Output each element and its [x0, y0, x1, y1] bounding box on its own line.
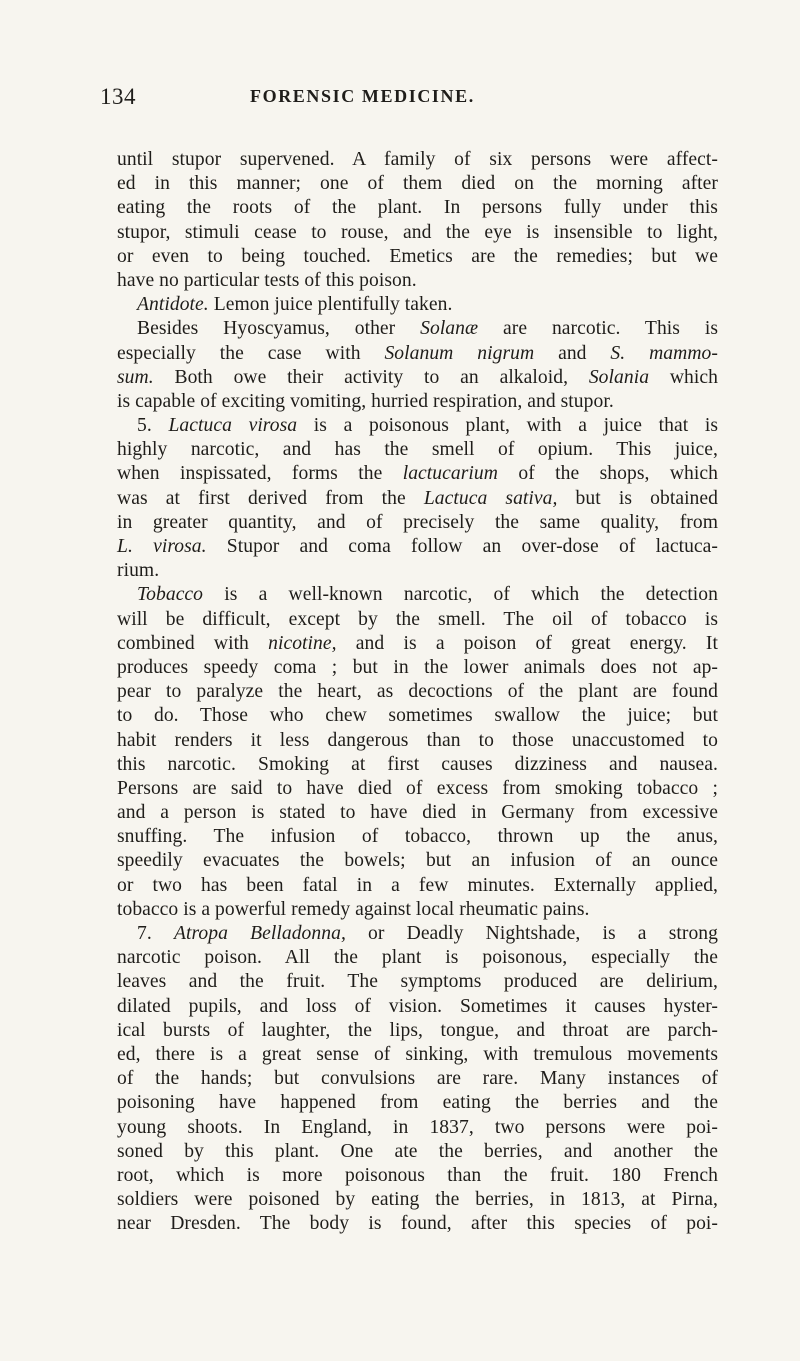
line-text: pear to paralyze the heart, as decoctions of the plant are found — [117, 681, 718, 703]
text-line — [117, 196, 718, 220]
line-text: but is obtained — [557, 487, 719, 509]
italic-text: L. virosa. — [117, 536, 207, 557]
text-line — [117, 874, 718, 898]
text-line — [117, 632, 718, 656]
text-line — [117, 1043, 718, 1067]
line-text: and — [534, 342, 611, 364]
italic-text: Solanæ — [420, 318, 479, 340]
text-line — [117, 414, 718, 438]
line-text: highly narcotic, and has the smell of opium. This juice, — [117, 439, 718, 461]
text-line — [117, 269, 718, 293]
text-line — [117, 946, 718, 970]
line-text: are narcotic. This is — [478, 318, 719, 340]
text-line — [117, 583, 718, 607]
text-line — [117, 801, 718, 825]
line-text: in greater quantity, and of precisely the same quality, from — [117, 511, 718, 533]
line-text: or two has been fatal in a few minutes. Externally applied, — [117, 874, 718, 896]
italic-text: S. mammo- — [610, 342, 718, 364]
line-text: which — [649, 366, 718, 388]
line-text: produces speedy coma ; but in the lower animals does not ap- — [117, 656, 718, 678]
text-line — [117, 438, 718, 462]
italic-text: Antidote. — [137, 294, 209, 316]
line-text: is a well-known narcotic, of which the detection — [203, 584, 718, 606]
text-line — [117, 148, 718, 172]
line-text: stupor, stimuli cease to rouse, and the eye is insensible to light, — [117, 221, 718, 243]
text-line — [117, 535, 718, 559]
line-text: or Deadly Nightshade, is a strong — [345, 923, 718, 944]
line-text: poisoning have happened from eating the berries and the — [117, 1092, 718, 1114]
text-line — [117, 608, 718, 632]
italic-text: Solanum nigrum — [384, 342, 535, 364]
line-text: was at first derived from the — [117, 487, 424, 509]
text-line — [117, 366, 718, 390]
text-line — [117, 1212, 718, 1236]
line-text: ical bursts of laughter, the lips, tongue, and throat are parch- — [117, 1019, 718, 1041]
text-line — [117, 753, 718, 777]
text-line — [117, 293, 718, 317]
line-text: young shoots. In England, in 1837, two persons were poi- — [117, 1116, 718, 1138]
line-text: soldiers were poisoned by eating the berries, in 1813, at Pirna, — [117, 1189, 718, 1211]
line-text: Besides Hyoscyamus, other — [137, 318, 421, 340]
text-line — [117, 1116, 718, 1140]
text-line — [117, 777, 718, 801]
line-text: dilated pupils, and loss of vision. Sometimes it causes hyster- — [117, 995, 718, 1017]
text-line — [117, 704, 718, 728]
text-line — [117, 1019, 718, 1043]
text-line — [117, 221, 718, 245]
text-line — [117, 1067, 718, 1091]
line-text: root, which is more poisonous than the fruit. 180 French — [117, 1164, 718, 1186]
line-text: this narcotic. Smoking at first causes dizziness and nausea. — [117, 753, 718, 775]
text-line — [117, 1140, 718, 1164]
line-text: ed in this manner; one of them died on the morning after — [117, 173, 718, 195]
line-text: of the hands; but convulsions are rare. Many instances of — [117, 1068, 718, 1090]
line-text: soned by this plant. One ate the berries, and another the — [117, 1140, 718, 1162]
line-text: is capable of exciting vomiting, hurried respiration, and stupor. — [117, 390, 614, 412]
line-text: or even to being touched. Emetics are the remedies; but we — [117, 245, 718, 267]
page-header — [100, 84, 720, 114]
line-text: snuffing. The infusion of tobacco, thrown up the anus, — [117, 826, 718, 848]
line-text: when inspissated, forms the — [117, 463, 403, 485]
line-text: have no particular tests of this poison. — [117, 269, 417, 291]
italic-text: Atropa Belladonna, — [173, 923, 346, 944]
line-text: combined with — [117, 632, 269, 654]
text-line — [117, 922, 718, 946]
italic-text: lactucarium — [402, 463, 498, 485]
text-line — [117, 1164, 718, 1188]
line-text: habit renders it less dangerous than to those unaccustomed to — [117, 729, 718, 751]
line-text: is a poisonous plant, with a juice that is — [297, 415, 719, 437]
italic-text: nicotine, — [268, 632, 337, 654]
italic-text: Solania — [588, 366, 650, 388]
text-line — [117, 825, 718, 849]
text-line — [117, 995, 718, 1019]
text-line — [117, 462, 718, 486]
text-line — [117, 317, 718, 341]
line-text: will be difficult, except by the smell. The oil of tobacco is — [117, 608, 718, 630]
text-line — [117, 342, 718, 366]
line-text: eating the roots of the plant. In persons fully under this — [117, 197, 718, 219]
line-text: Both owe their activity to an alkaloid, — [153, 366, 589, 388]
line-text: and a person is stated to have died in Germany from excessive — [117, 802, 718, 824]
line-text: speedily evacuates the bowels; but an infusion of an ounce — [117, 850, 718, 872]
text-line — [117, 729, 718, 753]
line-text: near Dresden. The body is found, after this species of poi- — [117, 1213, 718, 1235]
text-line — [117, 487, 718, 511]
line-text: ed, there is a great sense of sinking, with tremulous movements — [117, 1043, 718, 1065]
line-text: of the shops, which — [497, 463, 718, 485]
line-text: 7. — [137, 923, 174, 944]
line-text: and is a poison of great energy. It — [336, 632, 718, 654]
line-text: tobacco is a powerful remedy against local rheumatic pains. — [117, 898, 590, 920]
text-line — [117, 1188, 718, 1212]
italic-text: Lactuca virosa — [168, 415, 298, 437]
line-text: Stupor and coma follow an over-dose of lactuca- — [206, 536, 718, 557]
line-text: Lemon juice plentifully taken. — [208, 294, 453, 316]
italic-text: sum. — [117, 366, 154, 388]
line-text: until stupor supervened. A family of six persons were affect- — [117, 149, 718, 170]
line-text: Persons are said to have died of excess from smoking tobacco ; — [117, 777, 718, 799]
text-line — [117, 245, 718, 269]
line-text: narcotic poison. All the plant is poisonous, especially the — [117, 947, 718, 969]
text-line — [117, 970, 718, 994]
text-line — [117, 849, 718, 873]
text-line — [117, 898, 718, 922]
running-head: FORENSIC MEDICINE. — [250, 86, 475, 106]
line-text: 5. — [137, 415, 169, 437]
text-line — [117, 172, 718, 196]
italic-text: Tobacco — [137, 584, 204, 606]
body-text — [117, 148, 718, 1236]
text-line — [117, 1091, 718, 1115]
text-line — [117, 390, 718, 414]
text-line — [117, 680, 718, 704]
line-text: rium. — [117, 560, 160, 582]
text-line — [117, 511, 718, 535]
line-text: leaves and the fruit. The symptoms produced are delirium, — [117, 971, 718, 993]
line-text: especially the case with — [117, 342, 385, 364]
text-line — [117, 656, 718, 680]
line-text: to do. Those who chew sometimes swallow the juice; but — [117, 705, 718, 727]
text-line — [117, 559, 718, 583]
italic-text: Lactuca sativa, — [423, 487, 558, 509]
page-number: 134 — [100, 84, 136, 109]
